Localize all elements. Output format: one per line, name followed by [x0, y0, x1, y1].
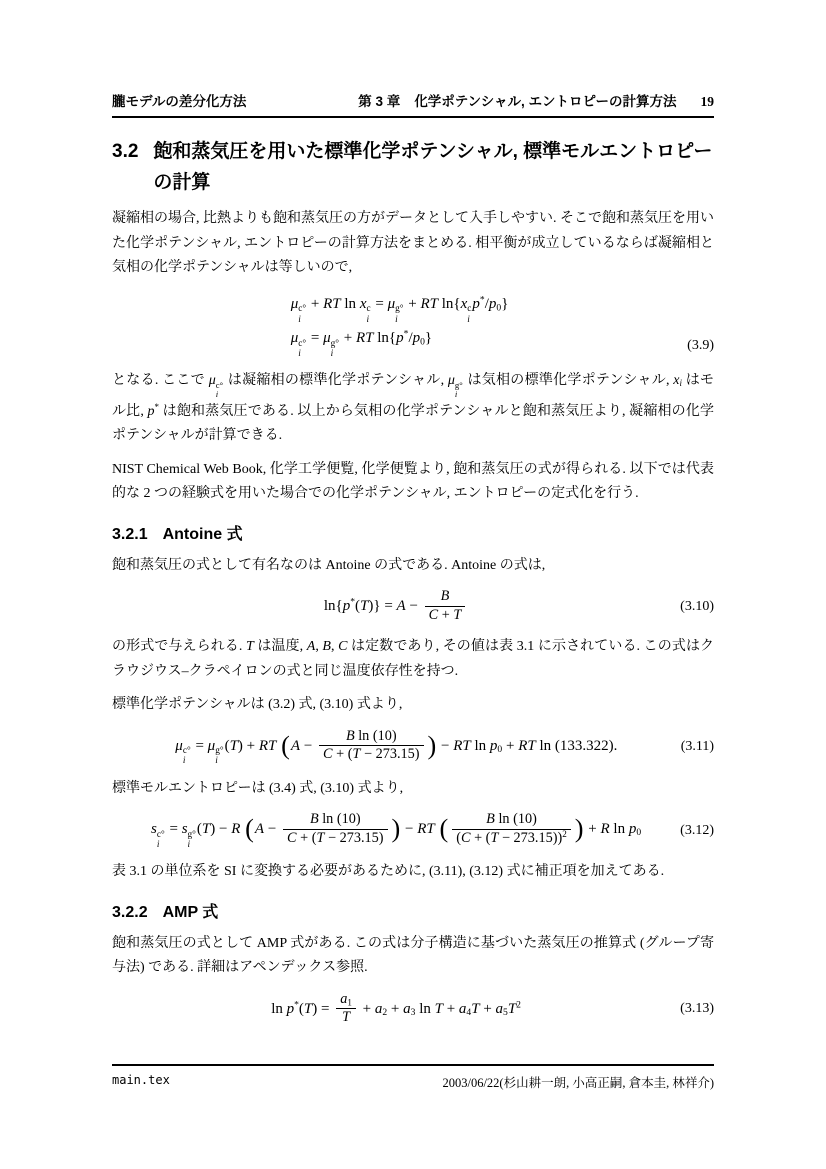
equation-3-13-body: ln p*(T) = $\frac{a_1}{T}$ + $a_2 + a_3$ $\ln T + a_4T + a_5T^2$ [271, 990, 521, 1026]
paragraph-si-units-note: 表 3.1 の単位系を SI に変換する必要があるために, (3.11), (3.12) 式に補正項を加えてある. [112, 864, 665, 880]
equation-3-9-line1: μ c° i + RT ln x c i = μ g° i + RT ln{x c i $p^*/p_0$} [290, 294, 509, 325]
subsection-amp-title: AMP 式 [162, 903, 219, 921]
subsection-antoine-title: Antoine 式 [162, 525, 243, 543]
section-number: 3.2 [112, 141, 139, 162]
page-header [112, 90, 714, 118]
equation-3-13 [112, 991, 714, 1028]
footer-filename: main.tex [112, 1073, 170, 1087]
paragraph-amp-intro: 飽和蒸気圧の式として AMP 式がある. この式は分子構造に基づいた蒸気圧の推算式 (グループ寄与法) である. 詳細はアペンデックス参照. [112, 935, 714, 976]
header-doc-title: 朧モデルの差分化方法 [112, 94, 247, 109]
paragraph-antoine-constants: の形式で与えられる. T は温度, A, B, C は定数であり, その値は表 3.1 に示されている. この式はクラウジウス–クラペイロンの式と同じ温度依存性を持つ. [112, 639, 715, 679]
equation-3-11-number: (3.11) [680, 739, 714, 755]
subsection-antoine-number: 3.2.1 [112, 525, 148, 543]
equation-3-13-number: (3.13) [680, 1000, 714, 1016]
footer-date-authors: 2003/06/22(杉山耕一朗, 小高正嗣, 倉本圭, 林祥介) [442, 1076, 714, 1090]
page-footer [112, 1064, 714, 1091]
section-heading [112, 136, 714, 198]
paragraph-antoine-intro: 飽和蒸気圧の式として有名なのは Antoine の式である. Antoine の式は, [112, 557, 546, 573]
equation-3-12-number: (3.12) [680, 822, 714, 838]
equation-3-9-lines [291, 291, 509, 360]
equation-3-10 [112, 588, 714, 625]
header-chapter-title: 化学ポテンシャル, エントロピーの計算方法 [414, 94, 677, 109]
page-content [112, 90, 714, 1037]
section-title: 飽和蒸気圧を用いた標準化学ポテンシャル, 標準モルエントロピーの計算 [153, 141, 713, 193]
equation-3-10-body: ln{p*(T)} = A − $\frac{B}{C + T}$ [112, 588, 680, 625]
subsection-amp-number: 3.2.2 [112, 903, 148, 921]
header-chapter-number: 第 3 章 [358, 94, 401, 109]
paragraph-chemical-potential-lead: 標準化学ポテンシャルは (3.2) 式, (3.10) 式より, [112, 697, 403, 713]
paragraph-entropy-lead: 標準モルエントロピーは (3.4) 式, (3.10) 式より, [112, 780, 404, 796]
equation-3-9-number: (3.9) [687, 338, 714, 354]
equation-3-12-body: s c° i = s g° i (T) − R (A − $\frac{\text{B ln (10)}}{C + (T - 273.15)}$ ) − RT ( $\frac{\text{B ln (10)}}{(C + (T - 273.15))^2}$ ) + R $\ln p_0$ [151, 811, 642, 850]
equation-3-10-number: (3.10) [680, 598, 714, 614]
equation-3-9 [112, 291, 714, 360]
equation-3-12 [112, 811, 714, 850]
equation-3-11 [112, 728, 714, 767]
header-page-number: 19 [700, 94, 714, 109]
subsection-heading-amp [112, 902, 714, 923]
paragraph-intro: 凝縮相の場合, 比熱よりも飽和蒸気圧の方がデータとして入手しやすい. そこで飽和蒸気圧を用いた化学ポテンシャル, エントロピーの計算方法をまとめる. 相平衡が成立しているならば凝縮相と気相の化学ポテンシャルは等しいので, [112, 211, 714, 275]
paragraph-nist: NIST Chemical Web Book, 化学工学便覧, 化学便覧より, 飽和蒸気圧の式が得られる. 以下では代表的な 2 つの経験式を用いた場合での化学ポテンシャル, エントロピーの定式化を行う. [112, 461, 714, 502]
subsection-heading-antoine [112, 524, 714, 545]
equation-3-9-body [112, 291, 687, 360]
header-right-group [358, 90, 714, 110]
equation-3-11-body: μ c° i = μ g° i (T) + RT (A − $\frac{\text{B ln (10)}}{C + (T - 273.15)}$ ) − RT $\ln p_0$ + RT ln (133.322). [175, 727, 618, 767]
equation-3-9-line2: μ c° i = μ g° i + RT $\ln\{p^*/p_0\}$ [290, 328, 433, 359]
paragraph-definitions: となる. ここで μ c° i は凝縮相の標準化学ポテンシャル, μ g° i は気相の標準化学ポテンシャル, $x_i$ はモル比, p* は飽和蒸気圧である. 以上から気相の化学ポテンシャルと飽和蒸気圧より, 凝縮相の化学ポテンシャルが計算できる. [112, 373, 715, 444]
